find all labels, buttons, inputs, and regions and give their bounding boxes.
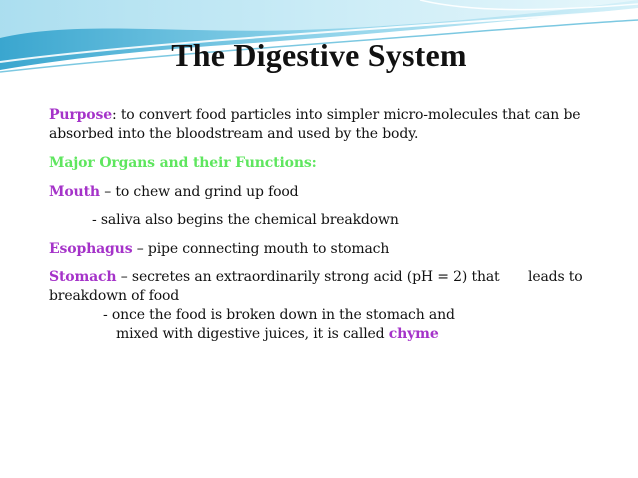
stomach-label: Stomach (49, 269, 117, 285)
mouth-sub-line: - saliva also begins the chemical breakdown (92, 212, 399, 228)
mouth-text: – to chew and grind up food (99, 184, 299, 200)
stomach-text-1b: leads to (528, 269, 583, 285)
stomach-sub-line-1: - once the food is broken down in the stomach and (103, 307, 455, 323)
organs-heading: Major Organs and their Functions: (49, 155, 317, 171)
esophagus-label: Esophagus (49, 241, 133, 257)
purpose-line-2: absorbed into the bloodstream and used by the body. (49, 126, 419, 142)
stomach-text-1: – secretes an extraordinarily strong acid (pH = 2) that (116, 269, 500, 285)
page-title: The Digestive System (171, 37, 467, 73)
stomach-sub-line-2 (116, 325, 439, 344)
purpose-label: Purpose (49, 107, 112, 123)
purpose-text-1: : to convert food particles into simpler micro-molecules that can be (111, 107, 581, 123)
esophagus-text: – pipe connecting mouth to stomach (132, 241, 390, 257)
chyme-label: chyme (388, 326, 439, 342)
stomach-line-2: breakdown of food (49, 288, 180, 304)
mouth-line (49, 183, 298, 202)
stomach-sub-text-2: mixed with digestive juices, it is called (116, 326, 389, 342)
mouth-label: Mouth (49, 184, 100, 200)
esophagus-line (49, 240, 389, 259)
stomach-line-1 (49, 268, 500, 287)
purpose-line-1 (49, 106, 580, 125)
